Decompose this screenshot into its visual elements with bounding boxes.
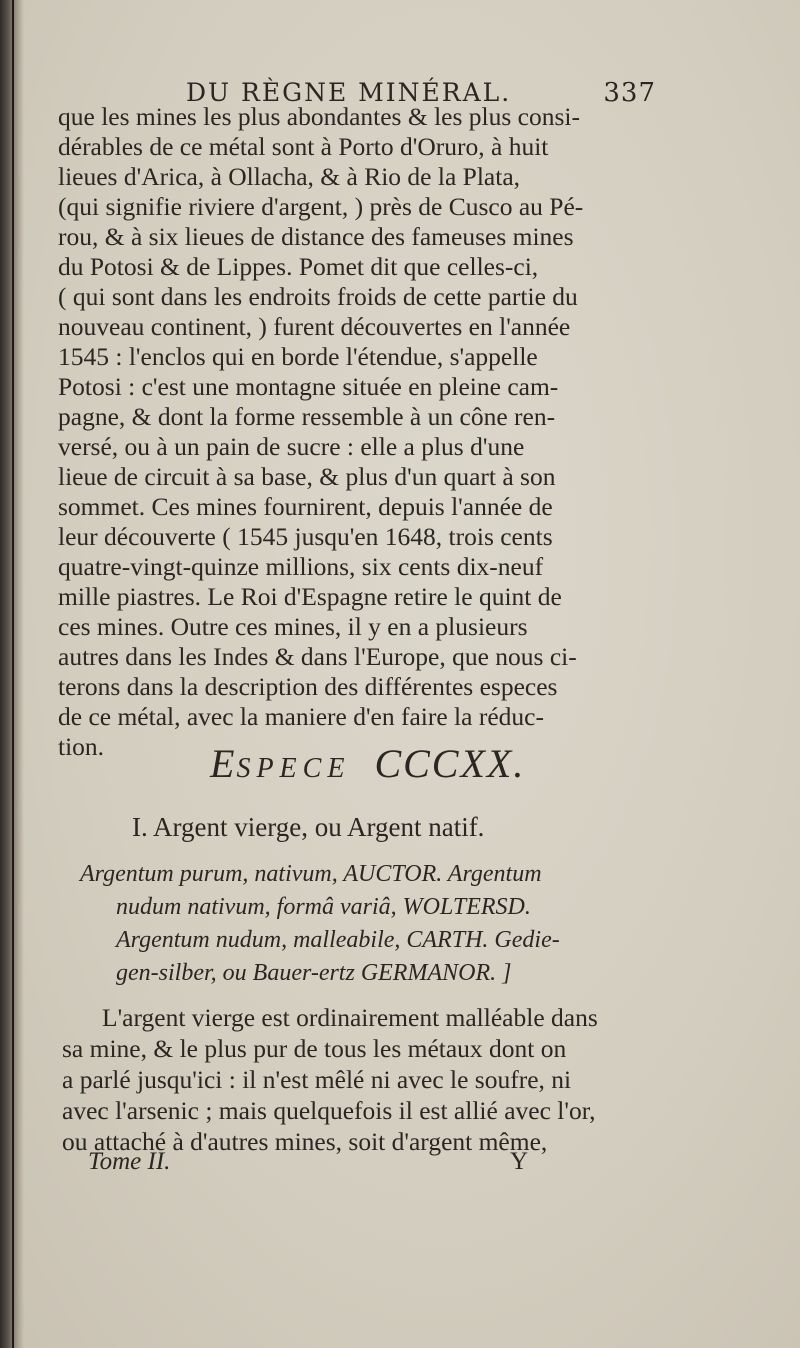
species-number: CCCXX. bbox=[374, 741, 526, 786]
binding-edge bbox=[12, 0, 14, 1348]
text-line: lieues d'Arica, à Ollacha, & à Rio de la Plata, bbox=[58, 162, 521, 191]
text-line: sa mine, & le plus pur de tous les métaux dont on bbox=[62, 1034, 567, 1063]
text-line: versé, ou à un pain de sucre : elle a plus d'une bbox=[58, 432, 525, 461]
text-line: (qui signifie riviere d'argent, ) près de Cusco au Pé- bbox=[58, 192, 584, 221]
text-line: Potosi : c'est une montagne située en pleine cam- bbox=[58, 372, 559, 401]
text-line: leur découverte ( 1545 jusqu'en 1648, trois cents bbox=[58, 522, 553, 551]
synonym-line: gen-silber, ou Bauer-ertz GERMANOR. ] bbox=[116, 960, 512, 986]
text-line: L'argent vierge est ordinairement malléable dans bbox=[102, 1003, 598, 1032]
text-line: a parlé jusqu'ici : il n'est mêlé ni avec le soufre, ni bbox=[62, 1065, 572, 1094]
text-line: tion. bbox=[58, 732, 105, 761]
entry-title: I. Argent vierge, ou Argent natif. bbox=[132, 812, 485, 842]
text-line: dérables de ce métal sont à Porto d'Oruro, à huit bbox=[58, 132, 549, 161]
synonym-block bbox=[80, 858, 780, 990]
text-line: de ce métal, avec la maniere d'en faire la réduc- bbox=[58, 702, 544, 731]
text-line: avec l'arsenic ; mais quelquefois il est allié avec l'or, bbox=[62, 1096, 596, 1125]
text-line: quatre-vingt-quinze millions, six cents dix-neuf bbox=[58, 552, 544, 581]
body-text-2 bbox=[58, 1002, 758, 1157]
text-line: 1545 : l'enclos qui en borde l'étendue, s'appelle bbox=[58, 342, 538, 371]
synonym-line: nudum nativum, formâ variâ, WOLTERSD. bbox=[116, 894, 531, 920]
text-line: terons dans la description des différentes especes bbox=[58, 672, 558, 701]
species-heading bbox=[210, 740, 525, 787]
text-line: sommet. Ces mines fournirent, depuis l'année de bbox=[58, 492, 553, 521]
text-line: ou attaché à d'autres mines, soit d'argent même, bbox=[62, 1127, 548, 1156]
synonym-line: Argentum purum, nativum, AUCTOR. Argentum bbox=[80, 861, 542, 887]
text-line: rou, & à six lieues de distance des fameuses mines bbox=[58, 222, 574, 251]
page-number: 337 bbox=[603, 78, 656, 108]
signature-line bbox=[88, 1148, 528, 1176]
text-line: pagne, & dont la forme ressemble à un cône ren- bbox=[58, 402, 556, 431]
volume-label: Tome II. bbox=[88, 1148, 171, 1175]
text-line: autres dans les Indes & dans l'Europe, que nous ci- bbox=[58, 642, 577, 671]
text-line: lieue de circuit à sa base, & plus d'un quart à son bbox=[58, 462, 556, 491]
text-line: mille piastres. Le Roi d'Espagne retire le quint de bbox=[58, 582, 562, 611]
synonym-line: Argentum nudum, malleabile, CARTH. Gedie- bbox=[116, 927, 560, 953]
text-line: ces mines. Outre ces mines, il y en a plusieurs bbox=[58, 612, 528, 641]
species-word: SPECE bbox=[236, 753, 351, 784]
text-line: du Potosi & de Lippes. Pomet dit que celles-ci, bbox=[58, 252, 539, 281]
text-line: ( qui sont dans les endroits froids de cette partie du bbox=[58, 282, 578, 311]
signature-mark: Y bbox=[509, 1148, 528, 1175]
text-line: nouveau continent, ) furent découvertes en l'année bbox=[58, 312, 571, 341]
running-title: DU RÈGNE MINÉRAL. bbox=[186, 78, 512, 107]
body-text bbox=[58, 102, 758, 762]
text-line: que les mines les plus abondantes & les plus consi- bbox=[58, 102, 580, 131]
species-initial: E bbox=[210, 741, 237, 786]
